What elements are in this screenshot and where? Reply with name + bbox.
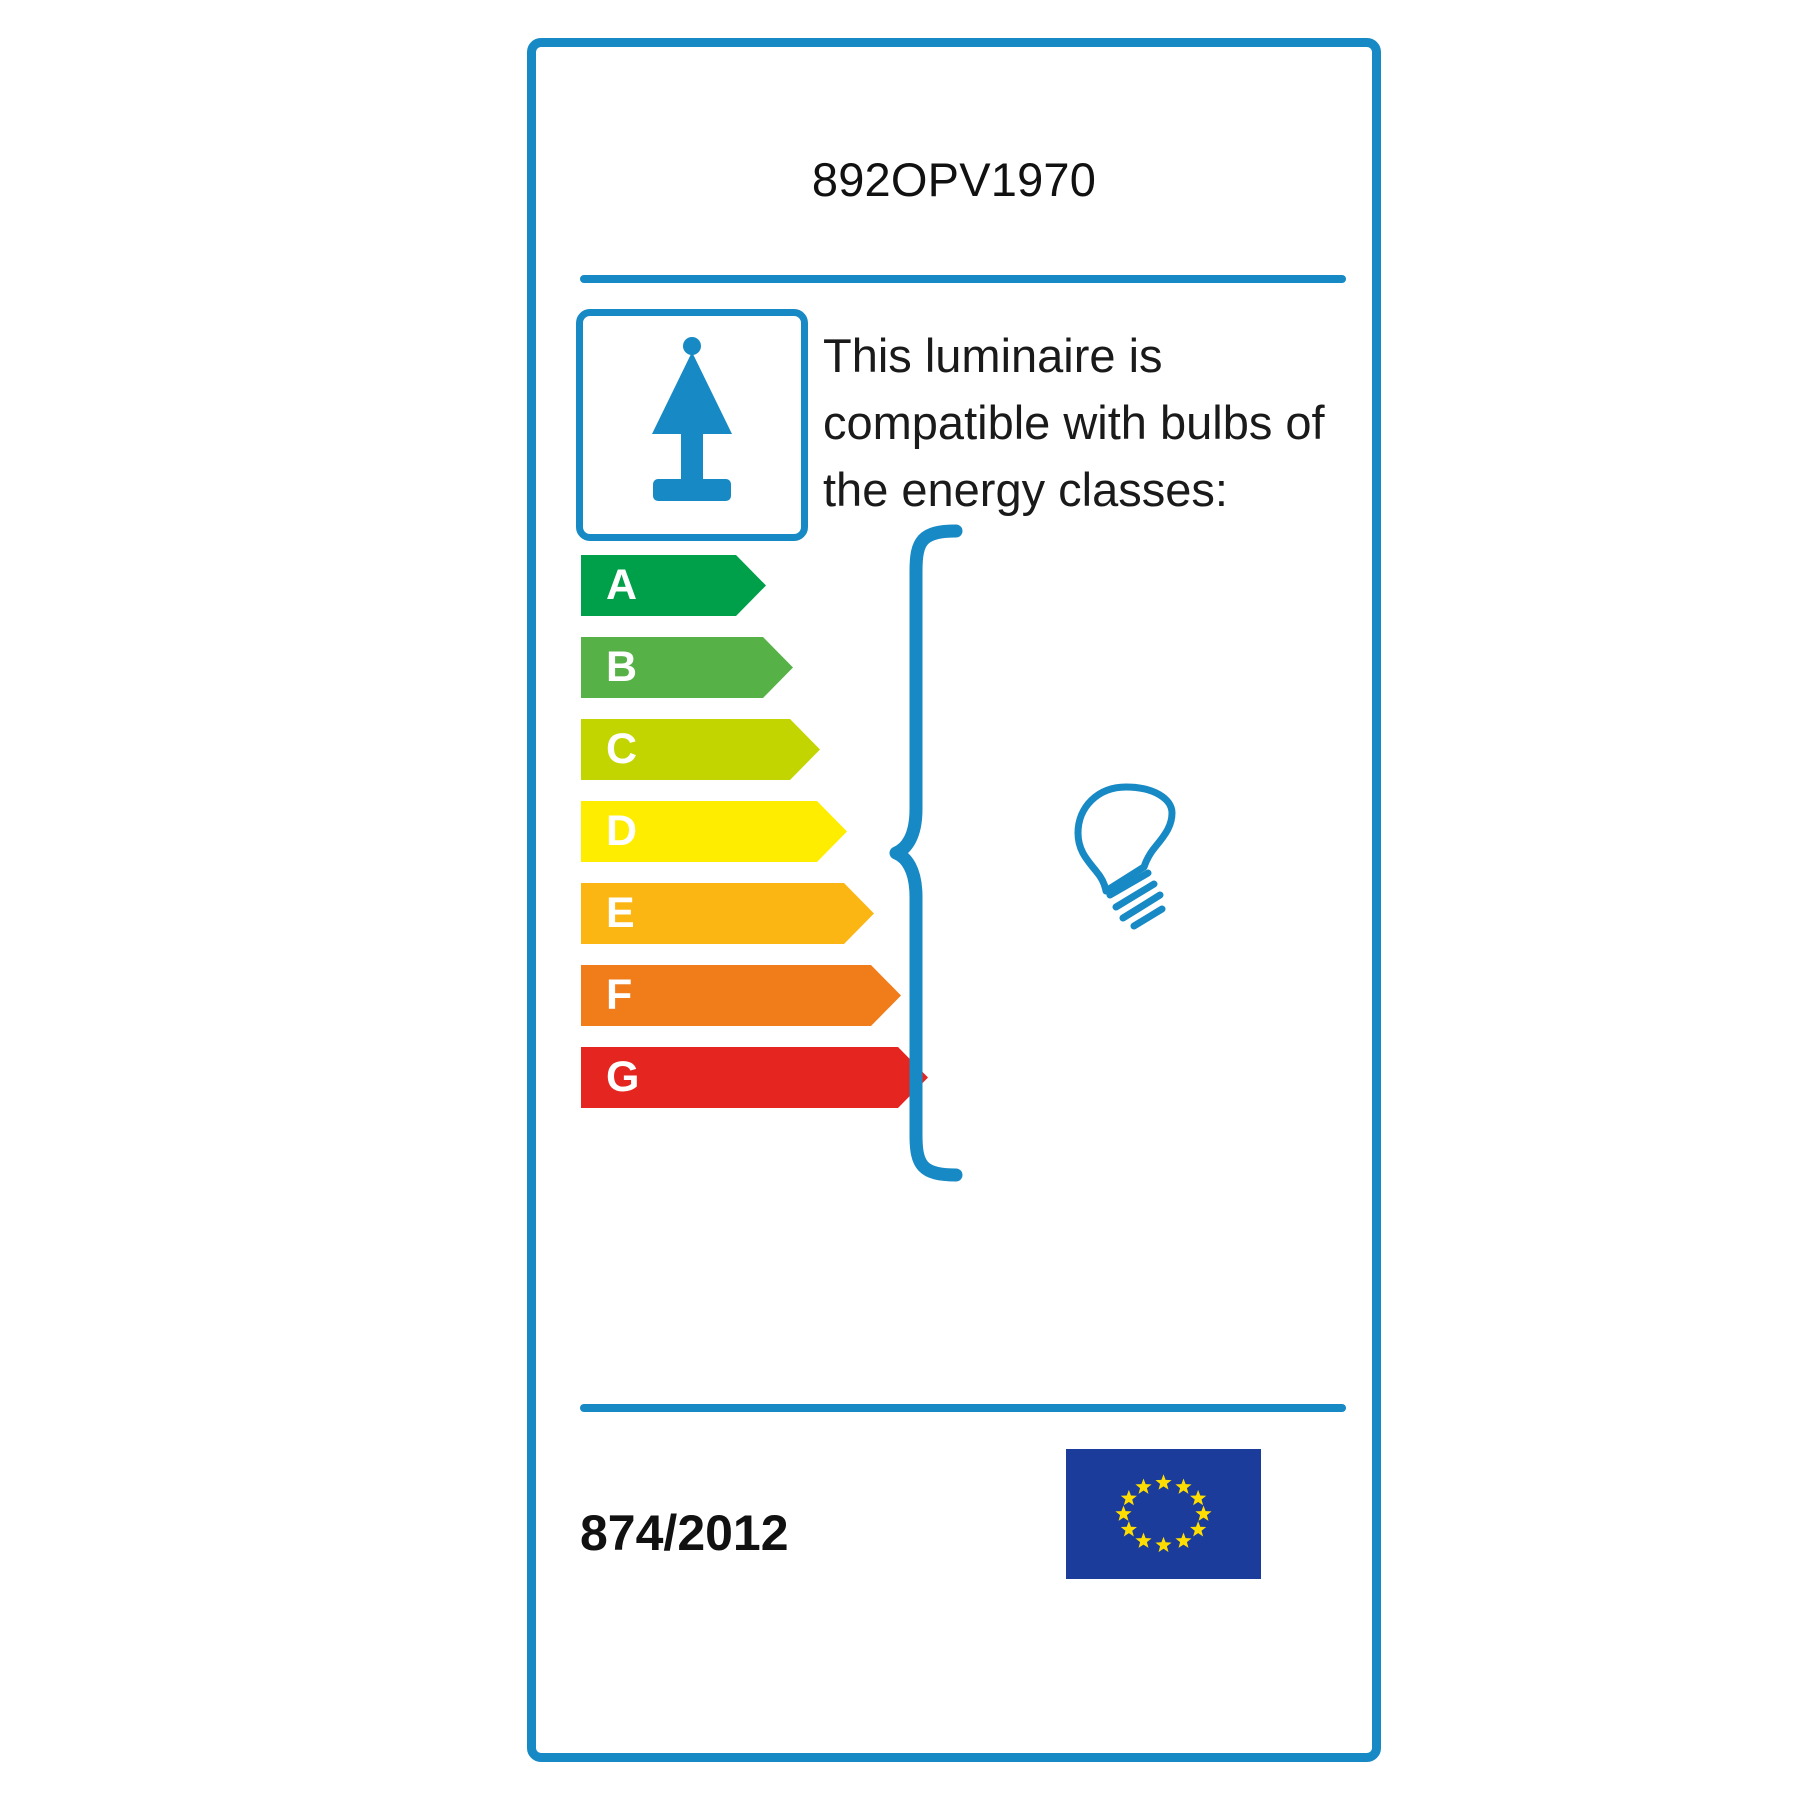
energy-class-letter: G — [606, 1053, 640, 1101]
divider-bottom — [580, 1404, 1346, 1412]
energy-class-arrow-f — [581, 965, 901, 1026]
energy-class-row — [581, 1047, 921, 1108]
divider-top — [580, 275, 1346, 283]
energy-class-row — [581, 965, 921, 1026]
brace-and-bulb-graphic — [886, 519, 1306, 1189]
energy-class-row — [581, 555, 921, 616]
energy-class-letter: E — [606, 889, 635, 937]
energy-class-arrow-a — [581, 555, 766, 616]
energy-class-row — [581, 637, 921, 698]
model-code: 892OPV1970 — [811, 153, 1097, 206]
table-lamp-icon — [583, 316, 801, 534]
regulation-number: 874/2012 — [580, 1505, 789, 1561]
energy-class-row — [581, 801, 921, 862]
energy-class-arrow-c — [581, 719, 820, 780]
energy-class-letter: C — [606, 725, 638, 773]
energy-class-arrow-e — [581, 883, 874, 944]
lamp-icon-box — [576, 309, 808, 541]
energy-class-letter: D — [606, 807, 638, 855]
compatibility-text: This luminaire is compatible with bulbs of the energy classes: — [823, 329, 1325, 516]
energy-class-row — [581, 883, 921, 944]
energy-class-arrow-g — [581, 1047, 928, 1108]
energy-class-arrow-d — [581, 801, 847, 862]
eu-flag-icon — [1066, 1449, 1261, 1579]
energy-class-letter: A — [606, 561, 638, 609]
energy-class-row — [581, 719, 921, 780]
energy-label-card — [527, 38, 1381, 1762]
energy-class-arrow-b — [581, 637, 793, 698]
energy-class-letter: F — [606, 971, 633, 1019]
energy-class-list — [581, 555, 921, 1129]
energy-class-letter: B — [606, 643, 638, 691]
light-bulb-icon — [1078, 787, 1172, 926]
